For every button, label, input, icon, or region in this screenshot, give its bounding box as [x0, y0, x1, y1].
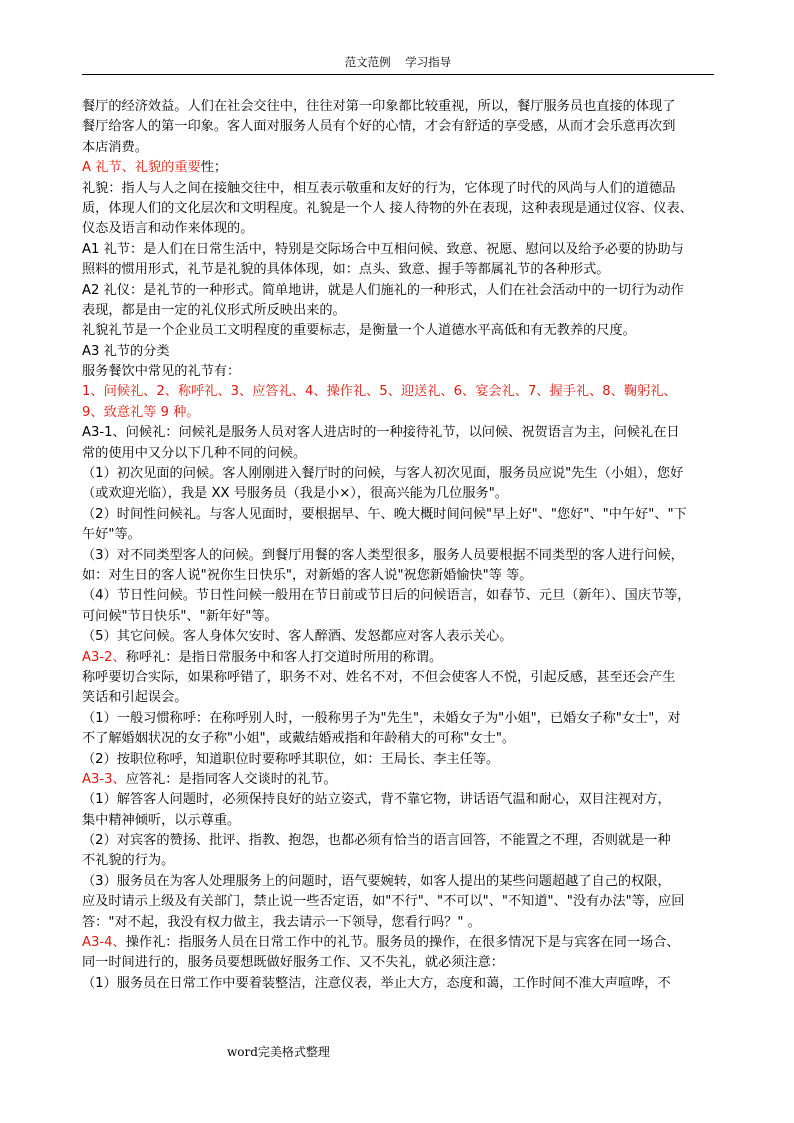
red-heading-part: A3-4、	[82, 935, 126, 951]
text-line: （或欢迎光临），我是 XX 号服务员（我是小×），很高兴能为几位服务"。	[82, 486, 508, 502]
text-line: A2 礼仪：是礼节的一种形式。简单地讲，就是人们施礼的一种形式，人们在社会活动中的一切行为动作	[82, 282, 684, 298]
text-line	[82, 770, 714, 790]
text-line: 笑话和引起误会。	[82, 690, 188, 706]
text-line: 礼貌礼节是一个企业员工文明程度的重要标志，是衡量一个人道德水平高低和有无教养的尺度。	[82, 323, 636, 339]
text-line: 集中精神倾听，以示尊重。	[82, 812, 241, 828]
line-rest: 操作礼：指服务人员在日常工作中的礼节。服务员的操作，在很多情况下是与宾客在同一场合、	[125, 935, 680, 951]
text-line: 照料的惯用形式，礼节是礼貌的具体体现，如：点头、致意、握手等都属礼节的各种形式。	[82, 262, 610, 278]
page-footer	[227, 1043, 330, 1060]
text-line: 服务餐饮中常见的礼节有：	[82, 364, 241, 380]
text-line	[82, 648, 714, 668]
text-line: （5）其它问候。客人身体欠安时、客人醉酒、发怒都应对客人表示关心。	[82, 629, 513, 645]
footer-text: word完美格式整理	[227, 1045, 330, 1059]
text-line: A1 礼节：是人们在日常生活中，特别是交际场合中互相问候、致意、祝愿、慰问以及给予必要的协助与	[82, 241, 684, 257]
text-line: 质，体现人们的文化层次和文明程度。礼貌是一个人 接人待物的外在表现，这种表现是通过仪容、仪表、	[82, 200, 693, 216]
text-line: （3）对不同类型客人的问候。到餐厅用餐的客人类型很多，服务人员要根据不同类型的客人进行问候，	[82, 547, 684, 563]
text-line: 餐厅给客人的第一印象。客人面对服务人员有个好的心情，才会有舒适的享受感，从而才会乐意再次到	[82, 119, 676, 135]
text-line	[82, 933, 714, 953]
text-line: （3）服务员在为客人处理服务上的问题时，语气要婉转，如客人提出的某些问题超越了自己的权限，	[82, 873, 671, 889]
text-line	[82, 158, 714, 178]
line-rest: 应答礼：是指同客人交谈时的礼节。	[125, 771, 337, 787]
red-heading-part: A3-3、	[82, 771, 126, 787]
text-line: 1、问候礼、2、称呼礼、3、应答礼、4、操作礼、5、迎送礼、6、宴会礼、7、握手礼、8、鞠躬礼、	[82, 384, 677, 400]
text-line: 餐厅的经济效益。人们在社会交往中，往往对第一印象都比较重视，所以，餐厅服务员也直接的体现了	[82, 99, 676, 114]
text-line: （2）按职位称呼，知道职位时要称呼其职位，如：王局长、李主任等。	[82, 751, 500, 767]
text-line: 答："对不起，我没有权力做主，我去请示一下领导，您看行吗？" 。	[82, 914, 481, 930]
header-rule	[82, 74, 714, 75]
text-line: 称呼要切合实际，如果称呼错了，职务不对、姓名不对，不但会使客人不悦，引起反感，甚至还会产生	[82, 669, 676, 685]
header-title: 范文范例 学习指导	[344, 55, 452, 69]
text-line: （1）服务员在日常工作中要着装整洁，注意仪表，举止大方，态度和蔼，工作时间不准大声喧哗，不	[82, 975, 671, 991]
red-heading-part: A3-2、	[82, 649, 126, 665]
text-line: 可问候"节日快乐"、"新年好"等。	[82, 608, 278, 624]
red-heading-part: A 礼节、礼貌的重要	[82, 160, 201, 176]
text-line: 应及时请示上级及有关部门，禁止说一些否定语，如"不行"、"不可以"、"不知道"、"没有办法"等，应回	[82, 894, 685, 910]
text-line: 如：对生日的客人说"祝你生日快乐"，对新婚的客人说"祝您新婚愉快"等 等。	[82, 567, 533, 583]
text-line: 常的使用中又分以下几种不同的问候。	[82, 445, 307, 461]
text-line: 午好"等。	[82, 527, 141, 543]
text-line: （4）节日性问候。节日性问候一般用在节日前或节日后的问候语言，如春节、元旦（新年）、国庆节等，	[82, 588, 691, 604]
text-line: 9、致意礼等 9 种。	[82, 404, 200, 420]
page-header	[82, 54, 714, 76]
text-line: （2）时间性问候礼。与客人见面时，要根据早、午、晚大概时间问候"早上好"、"您好"、"中午好"、"下	[82, 506, 687, 522]
text-line: 本店消费。	[82, 139, 148, 155]
text-line: 表现，都是由一定的礼仪形式所反映出来的。	[82, 302, 346, 318]
document-body	[82, 97, 714, 994]
line-rest: 性；	[200, 160, 228, 176]
text-line: （1）一般习惯称呼：在称呼别人时，一般称男子为"先生"，未婚女子为"小姐"，已婚女子称"女士"，对	[82, 710, 681, 726]
text-line: （1）初次见面的问候。客人刚刚进入餐厅时的问候，与客人初次见面，服务员应说"先生（小姐），您好	[82, 466, 684, 482]
line-rest: 称呼礼：是指日常服务中和客人打交道时所用的称谓。	[125, 649, 443, 665]
text-line: A3 礼节的分类	[82, 343, 170, 359]
text-line: 不礼貌的行为。	[82, 853, 175, 869]
text-line: 礼貌：指人与人之间在接触交往中，相互表示敬重和友好的行为，它体现了时代的风尚与人们的道德品	[82, 180, 676, 196]
text-line: （2）对宾客的赞扬、批评、指教、抱怨，也都必须有恰当的语言回答，不能置之不理，否则就是一种	[82, 833, 671, 849]
text-line: 同一时间进行的，服务员要想既做好服务工作、又不失礼，就必须注意：	[82, 955, 504, 971]
text-line: 不了解婚姻状况的女子称"小姐"，或戴结婚戒指和年龄稍大的可称"女士"。	[82, 731, 516, 747]
text-line: （1）解答客人问题时，必须保持良好的站立姿式，背不靠它物，讲话语气温和耐心，双目注视对方，	[82, 792, 671, 808]
text-line: 仪态及语言和动作来体现的。	[82, 221, 254, 237]
text-line: A3-1、问候礼：问候礼是服务人员对客人进店时的一种接待礼节，以问候、祝贺语言为主，问候礼在日	[82, 425, 680, 441]
